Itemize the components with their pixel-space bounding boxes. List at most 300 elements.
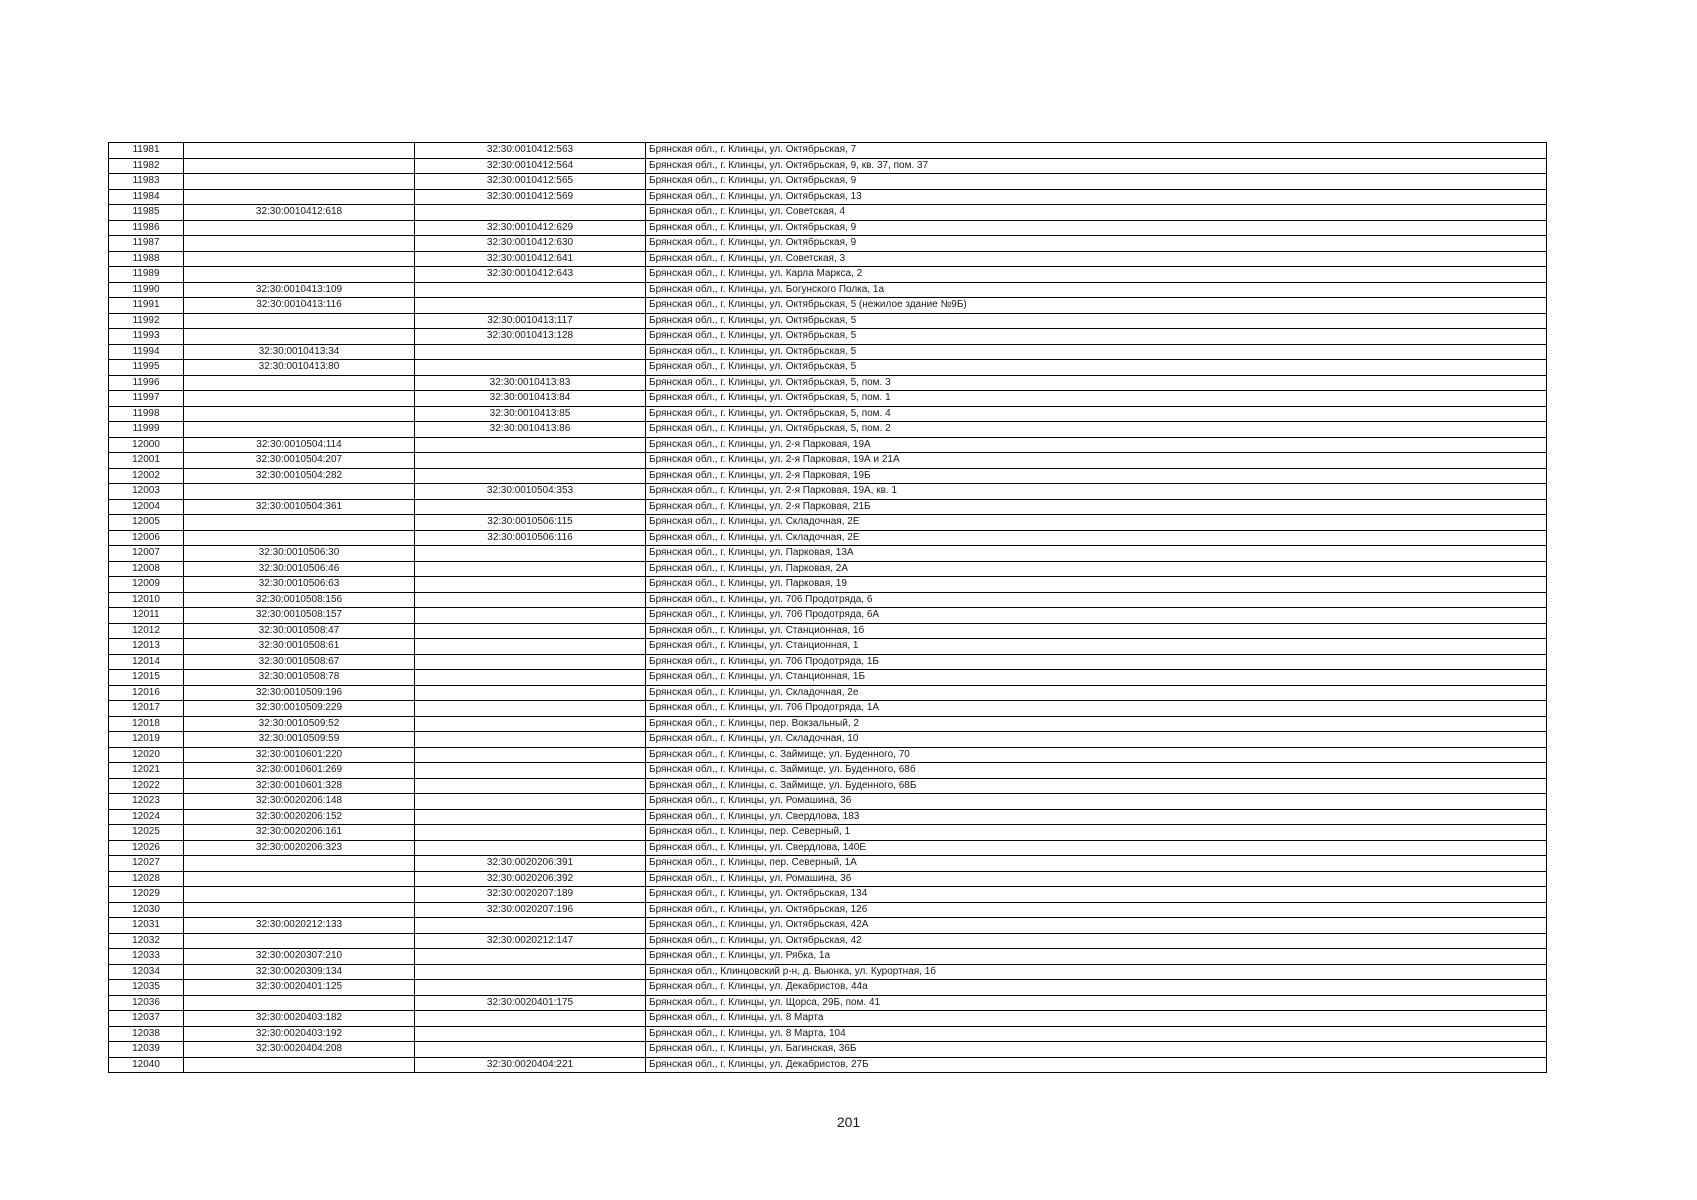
row-number-cell: 12019 [109, 732, 184, 748]
cadastral-number-a-cell: 32:30:0010601:328 [184, 778, 415, 794]
address-cell: Брянская обл., г. Клинцы, ул. Щорса, 29Б, пом. 41 [646, 995, 1547, 1011]
address-cell: Брянская обл., г. Клинцы, ул. Советская, 3 [646, 251, 1547, 267]
cadastral-number-a-cell: 32:30:0010413:34 [184, 344, 415, 360]
address-cell: Брянская обл., г. Клинцы, ул. 8 Марта [646, 1011, 1547, 1027]
cadastral-number-b-cell: 32:30:0010506:116 [415, 530, 646, 546]
address-cell: Брянская обл., г. Клинцы, ул. Октябрьская, 7 [646, 143, 1547, 159]
row-number-cell: 12012 [109, 623, 184, 639]
cadastral-number-b-cell [415, 670, 646, 686]
address-cell: Брянская обл., г. Клинцы, ул. Октябрьская, 5, пом. 4 [646, 406, 1547, 422]
cadastral-number-b-cell [415, 778, 646, 794]
table-row [109, 251, 1547, 267]
cadastral-number-a-cell: 32:30:0010504:114 [184, 437, 415, 453]
cadastral-number-b-cell: 32:30:0010412:630 [415, 236, 646, 252]
row-number-cell: 12030 [109, 902, 184, 918]
row-number-cell: 11998 [109, 406, 184, 422]
row-number-cell: 12006 [109, 530, 184, 546]
table-row [109, 763, 1547, 779]
cadastral-number-a-cell [184, 530, 415, 546]
table-row [109, 592, 1547, 608]
table-row [109, 747, 1547, 763]
cadastral-number-b-cell: 32:30:0020404:221 [415, 1057, 646, 1073]
cadastral-number-a-cell [184, 995, 415, 1011]
cadastral-number-a-cell: 32:30:0010509:196 [184, 685, 415, 701]
address-cell: Брянская обл., г. Клинцы, ул. Октябрьская, 42 [646, 933, 1547, 949]
row-number-cell: 11982 [109, 158, 184, 174]
cadastral-number-b-cell [415, 1011, 646, 1027]
address-cell: Брянская обл., г. Клинцы, ул. Октябрьская, 134 [646, 887, 1547, 903]
table-row [109, 980, 1547, 996]
row-number-cell: 11989 [109, 267, 184, 283]
cadastral-number-a-cell [184, 391, 415, 407]
cadastral-number-b-cell: 32:30:0010413:85 [415, 406, 646, 422]
address-cell: Брянская обл., г. Клинцы, ул. Парковая, 13А [646, 546, 1547, 562]
address-cell: Брянская обл., г. Клинцы, ул. Богунского Полка, 1а [646, 282, 1547, 298]
cadastral-number-b-cell [415, 623, 646, 639]
address-cell: Брянская обл., г. Клинцы, ул. Станционная, 1 [646, 639, 1547, 655]
address-cell: Брянская обл., г. Клинцы, ул. Станционная, 1б [646, 623, 1547, 639]
row-number-cell: 12036 [109, 995, 184, 1011]
address-cell: Брянская обл., г. Клинцы, ул. Октябрьская, 126 [646, 902, 1547, 918]
cadastral-number-b-cell [415, 964, 646, 980]
row-number-cell: 12039 [109, 1042, 184, 1058]
cadastral-number-b-cell [415, 344, 646, 360]
table-row [109, 546, 1547, 562]
table-row [109, 918, 1547, 934]
row-number-cell: 12017 [109, 701, 184, 717]
cadastral-number-b-cell [415, 205, 646, 221]
row-number-cell: 12021 [109, 763, 184, 779]
table-row [109, 856, 1547, 872]
cadastral-number-b-cell: 32:30:0010413:128 [415, 329, 646, 345]
cadastral-number-b-cell [415, 918, 646, 934]
cadastral-number-a-cell: 32:30:0010413:80 [184, 360, 415, 376]
address-cell: Брянская обл., г. Клинцы, ул. Свердлова, 140Е [646, 840, 1547, 856]
address-cell: Брянская обл., г. Клинцы, ул. Складочная, 2е [646, 685, 1547, 701]
cadastral-number-a-cell [184, 236, 415, 252]
address-cell: Брянская обл., г. Клинцы, ул. 2-я Парковая, 19А, кв. 1 [646, 484, 1547, 500]
cadastral-number-b-cell: 32:30:0010412:565 [415, 174, 646, 190]
cadastral-number-a-cell: 32:30:0010508:47 [184, 623, 415, 639]
address-cell: Брянская обл., г. Клинцы, ул. Октябрьская, 9 [646, 236, 1547, 252]
cadastral-number-a-cell [184, 267, 415, 283]
cadastral-number-a-cell [184, 143, 415, 159]
cadastral-number-b-cell: 32:30:0020207:189 [415, 887, 646, 903]
cadastral-number-a-cell [184, 375, 415, 391]
row-number-cell: 12010 [109, 592, 184, 608]
cadastral-number-b-cell [415, 794, 646, 810]
row-number-cell: 12026 [109, 840, 184, 856]
cadastral-number-b-cell [415, 701, 646, 717]
cadastral-number-b-cell [415, 577, 646, 593]
cadastral-number-b-cell [415, 980, 646, 996]
address-cell: Брянская обл., г. Клинцы, ул. Ромашина, 36 [646, 871, 1547, 887]
address-cell: Брянская обл., г. Клинцы, ул. 2-я Парковая, 19А и 21А [646, 453, 1547, 469]
address-cell: Брянская обл., г. Клинцы, ул. 706 Продотряда, 1Б [646, 654, 1547, 670]
row-number-cell: 11992 [109, 313, 184, 329]
table-row [109, 205, 1547, 221]
cadastral-number-a-cell [184, 856, 415, 872]
cadastral-number-b-cell: 32:30:0010413:84 [415, 391, 646, 407]
registry-table [108, 142, 1547, 1073]
row-number-cell: 12024 [109, 809, 184, 825]
row-number-cell: 12037 [109, 1011, 184, 1027]
table-row [109, 391, 1547, 407]
address-cell: Брянская обл., г. Клинцы, ул. Октябрьская, 5 (нежилое здание №9Б) [646, 298, 1547, 314]
table-row [109, 701, 1547, 717]
address-cell: Брянская обл., г. Клинцы, ул. Свердлова, 183 [646, 809, 1547, 825]
cadastral-number-b-cell: 32:30:0010506:115 [415, 515, 646, 531]
cadastral-number-a-cell [184, 871, 415, 887]
cadastral-number-a-cell: 32:30:0020307:210 [184, 949, 415, 965]
address-cell: Брянская обл., г. Клинцы, с. Займище, ул. Буденного, 68Б [646, 778, 1547, 794]
address-cell: Брянская обл., г. Клинцы, ул. 2-я Парковая, 21Б [646, 499, 1547, 515]
row-number-cell: 12033 [109, 949, 184, 965]
cadastral-number-a-cell: 32:30:0010508:67 [184, 654, 415, 670]
row-number-cell: 12011 [109, 608, 184, 624]
cadastral-number-b-cell [415, 732, 646, 748]
row-number-cell: 11999 [109, 422, 184, 438]
cadastral-number-b-cell [415, 949, 646, 965]
table-row [109, 468, 1547, 484]
cadastral-number-b-cell [415, 747, 646, 763]
table-row [109, 236, 1547, 252]
row-number-cell: 12034 [109, 964, 184, 980]
row-number-cell: 11988 [109, 251, 184, 267]
cadastral-number-b-cell: 32:30:0010412:569 [415, 189, 646, 205]
table-row [109, 639, 1547, 655]
cadastral-number-a-cell [184, 251, 415, 267]
address-cell: Брянская обл., г. Клинцы, ул. 2-я Парковая, 19А [646, 437, 1547, 453]
row-number-cell: 11986 [109, 220, 184, 236]
cadastral-number-a-cell: 32:30:0010413:109 [184, 282, 415, 298]
table-row [109, 220, 1547, 236]
table-row [109, 282, 1547, 298]
cadastral-number-a-cell: 32:30:0010506:63 [184, 577, 415, 593]
cadastral-number-b-cell [415, 546, 646, 562]
row-number-cell: 11995 [109, 360, 184, 376]
table-row [109, 887, 1547, 903]
table-row [109, 840, 1547, 856]
row-number-cell: 12029 [109, 887, 184, 903]
table-row [109, 654, 1547, 670]
address-cell: Брянская обл., г. Клинцы, ул. Станционная, 1Б [646, 670, 1547, 686]
cadastral-number-a-cell: 32:30:0020309:134 [184, 964, 415, 980]
table-row [109, 825, 1547, 841]
address-cell: Брянская обл., г. Клинцы, с. Займище, ул. Буденного, 70 [646, 747, 1547, 763]
address-cell: Брянская обл., г. Клинцы, ул. Октябрьская, 13 [646, 189, 1547, 205]
cadastral-number-b-cell [415, 1026, 646, 1042]
cadastral-number-a-cell [184, 174, 415, 190]
cadastral-number-b-cell [415, 499, 646, 515]
row-number-cell: 12007 [109, 546, 184, 562]
table-row [109, 577, 1547, 593]
cadastral-number-a-cell [184, 515, 415, 531]
row-number-cell: 12014 [109, 654, 184, 670]
row-number-cell: 11994 [109, 344, 184, 360]
cadastral-number-b-cell [415, 809, 646, 825]
row-number-cell: 12040 [109, 1057, 184, 1073]
cadastral-number-b-cell [415, 654, 646, 670]
table-row [109, 1026, 1547, 1042]
cadastral-number-a-cell: 32:30:0010508:157 [184, 608, 415, 624]
row-number-cell: 11991 [109, 298, 184, 314]
address-cell: Брянская обл., г. Клинцы, ул. 8 Марта, 104 [646, 1026, 1547, 1042]
cadastral-number-b-cell: 32:30:0010412:629 [415, 220, 646, 236]
row-number-cell: 12020 [109, 747, 184, 763]
address-cell: Брянская обл., г. Клинцы, пер. Северный, 1 [646, 825, 1547, 841]
row-number-cell: 12027 [109, 856, 184, 872]
address-cell: Брянская обл., г. Клинцы, ул. Багинская, 36Б [646, 1042, 1547, 1058]
cadastral-number-a-cell: 32:30:0010509:229 [184, 701, 415, 717]
row-number-cell: 11984 [109, 189, 184, 205]
table-row [109, 623, 1547, 639]
table-row [109, 143, 1547, 159]
cadastral-number-b-cell [415, 716, 646, 732]
cadastral-number-a-cell [184, 220, 415, 236]
address-cell: Брянская обл., г. Клинцы, ул. Октябрьская, 5 [646, 344, 1547, 360]
address-cell: Брянская обл., г. Клинцы, ул. Складочная, 10 [646, 732, 1547, 748]
cadastral-number-a-cell: 32:30:0010413:116 [184, 298, 415, 314]
table-row [109, 298, 1547, 314]
row-number-cell: 11983 [109, 174, 184, 190]
table-row [109, 794, 1547, 810]
table-row [109, 499, 1547, 515]
cadastral-number-b-cell: 32:30:0010412:643 [415, 267, 646, 283]
cadastral-number-a-cell [184, 158, 415, 174]
row-number-cell: 11993 [109, 329, 184, 345]
cadastral-number-a-cell: 32:30:0020403:182 [184, 1011, 415, 1027]
cadastral-number-a-cell: 32:30:0020212:133 [184, 918, 415, 934]
page-number: 201 [836, 1114, 861, 1130]
address-cell: Брянская обл., г. Клинцы, ул. Декабристов, 27Б [646, 1057, 1547, 1073]
cadastral-number-a-cell [184, 933, 415, 949]
cadastral-number-b-cell [415, 608, 646, 624]
row-number-cell: 12003 [109, 484, 184, 500]
cadastral-number-b-cell [415, 298, 646, 314]
table-row [109, 964, 1547, 980]
cadastral-number-a-cell: 32:30:0020403:192 [184, 1026, 415, 1042]
row-number-cell: 11985 [109, 205, 184, 221]
table-row [109, 174, 1547, 190]
cadastral-number-a-cell [184, 406, 415, 422]
row-number-cell: 11981 [109, 143, 184, 159]
table-row [109, 902, 1547, 918]
cadastral-number-a-cell [184, 887, 415, 903]
address-cell: Брянская обл., г. Клинцы, ул. Октябрьская, 5 [646, 313, 1547, 329]
cadastral-number-b-cell [415, 437, 646, 453]
table-row [109, 267, 1547, 283]
table-row [109, 561, 1547, 577]
cadastral-number-a-cell: 32:30:0020404:208 [184, 1042, 415, 1058]
table-row [109, 437, 1547, 453]
table-row [109, 360, 1547, 376]
row-number-cell: 12013 [109, 639, 184, 655]
cadastral-number-b-cell [415, 763, 646, 779]
cadastral-number-a-cell [184, 313, 415, 329]
cadastral-number-a-cell [184, 484, 415, 500]
cadastral-number-b-cell [415, 468, 646, 484]
cadastral-number-a-cell: 32:30:0020206:152 [184, 809, 415, 825]
cadastral-number-b-cell [415, 282, 646, 298]
cadastral-number-b-cell: 32:30:0010412:563 [415, 143, 646, 159]
cadastral-number-b-cell [415, 1042, 646, 1058]
cadastral-number-b-cell: 32:30:0010413:117 [415, 313, 646, 329]
table-row [109, 158, 1547, 174]
table-row [109, 530, 1547, 546]
row-number-cell: 11996 [109, 375, 184, 391]
address-cell: Брянская обл., г. Клинцы, ул. Октябрьская, 5 [646, 360, 1547, 376]
table-row [109, 1057, 1547, 1073]
address-cell: Брянская обл., г. Клинцы, ул. 706 Продотряда, 6А [646, 608, 1547, 624]
cadastral-number-a-cell: 32:30:0010508:61 [184, 639, 415, 655]
cadastral-number-b-cell [415, 685, 646, 701]
address-cell: Брянская обл., г. Клинцы, ул. Складочная, 2Е [646, 515, 1547, 531]
cadastral-number-a-cell: 32:30:0010601:220 [184, 747, 415, 763]
cadastral-number-b-cell: 32:30:0010504:353 [415, 484, 646, 500]
address-cell: Брянская обл., г. Клинцы, ул. Октябрьская, 42А [646, 918, 1547, 934]
table-row [109, 1011, 1547, 1027]
table-row [109, 344, 1547, 360]
row-number-cell: 12018 [109, 716, 184, 732]
table-row [109, 515, 1547, 531]
cadastral-number-a-cell: 32:30:0010509:52 [184, 716, 415, 732]
table-row [109, 329, 1547, 345]
address-cell: Брянская обл., г. Клинцы, ул. Октябрьская, 9 [646, 220, 1547, 236]
table-row [109, 1042, 1547, 1058]
address-cell: Брянская обл., г. Клинцы, ул. Рябка, 1а [646, 949, 1547, 965]
cadastral-number-b-cell: 32:30:0010412:564 [415, 158, 646, 174]
row-number-cell: 12008 [109, 561, 184, 577]
address-cell: Брянская обл., г. Клинцы, ул. Октябрьская, 5, пом. 3 [646, 375, 1547, 391]
table-row [109, 313, 1547, 329]
cadastral-number-a-cell: 32:30:0020206:323 [184, 840, 415, 856]
registry-table-body [109, 143, 1547, 1073]
table-row [109, 949, 1547, 965]
cadastral-number-a-cell: 32:30:0010601:269 [184, 763, 415, 779]
row-number-cell: 12023 [109, 794, 184, 810]
row-number-cell: 12038 [109, 1026, 184, 1042]
table-row [109, 422, 1547, 438]
row-number-cell: 12016 [109, 685, 184, 701]
row-number-cell: 12009 [109, 577, 184, 593]
address-cell: Брянская обл., г. Клинцы, ул. Декабристов, 44а [646, 980, 1547, 996]
cadastral-number-a-cell: 32:30:0010504:207 [184, 453, 415, 469]
row-number-cell: 12002 [109, 468, 184, 484]
cadastral-number-a-cell [184, 422, 415, 438]
table-row [109, 933, 1547, 949]
table-row [109, 716, 1547, 732]
table-row [109, 453, 1547, 469]
address-cell: Брянская обл., г. Клинцы, ул. Октябрьская, 5, пом. 2 [646, 422, 1547, 438]
cadastral-number-b-cell [415, 453, 646, 469]
cadastral-number-a-cell: 32:30:0010504:361 [184, 499, 415, 515]
row-number-cell: 12005 [109, 515, 184, 531]
cadastral-number-a-cell [184, 1057, 415, 1073]
row-number-cell: 12028 [109, 871, 184, 887]
cadastral-number-a-cell: 32:30:0010412:618 [184, 205, 415, 221]
row-number-cell: 12015 [109, 670, 184, 686]
address-cell: Брянская обл., г. Клинцы, ул. Карла Маркса, 2 [646, 267, 1547, 283]
cadastral-number-b-cell: 32:30:0010413:86 [415, 422, 646, 438]
address-cell: Брянская обл., г. Клинцы, ул. Советская, 4 [646, 205, 1547, 221]
cadastral-number-b-cell [415, 840, 646, 856]
cadastral-number-a-cell: 32:30:0010508:78 [184, 670, 415, 686]
row-number-cell: 12032 [109, 933, 184, 949]
table-row [109, 685, 1547, 701]
row-number-cell: 11987 [109, 236, 184, 252]
cadastral-number-b-cell: 32:30:0020401:175 [415, 995, 646, 1011]
cadastral-number-b-cell [415, 825, 646, 841]
address-cell: Брянская обл., г. Клинцы, ул. Складочная, 2Е [646, 530, 1547, 546]
row-number-cell: 12031 [109, 918, 184, 934]
address-cell: Брянская обл., г. Клинцы, ул. Ромашина, 36 [646, 794, 1547, 810]
row-number-cell: 12000 [109, 437, 184, 453]
table-row [109, 670, 1547, 686]
cadastral-number-b-cell: 32:30:0010413:83 [415, 375, 646, 391]
table-row [109, 484, 1547, 500]
address-cell: Брянская обл., г. Клинцы, ул. Октябрьская, 5 [646, 329, 1547, 345]
table-row [109, 608, 1547, 624]
row-number-cell: 11997 [109, 391, 184, 407]
cadastral-number-a-cell: 32:30:0010509:59 [184, 732, 415, 748]
cadastral-number-b-cell: 32:30:0020207:196 [415, 902, 646, 918]
table-row [109, 189, 1547, 205]
cadastral-number-a-cell: 32:30:0020206:148 [184, 794, 415, 810]
cadastral-number-a-cell [184, 329, 415, 345]
address-cell: Брянская обл., г. Клинцы, ул. Парковая, 19 [646, 577, 1547, 593]
row-number-cell: 11990 [109, 282, 184, 298]
address-cell: Брянская обл., г. Клинцы, ул. Октябрьская, 5, пом. 1 [646, 391, 1547, 407]
address-cell: Брянская обл., Клинцовский р-н, д. Вьюнка, ул. Курортная, 1б [646, 964, 1547, 980]
cadastral-number-a-cell: 32:30:0010504:282 [184, 468, 415, 484]
address-cell: Брянская обл., г. Клинцы, ул. 2-я Парковая, 19Б [646, 468, 1547, 484]
address-cell: Брянская обл., г. Клинцы, ул. 706 Продотряда, 6 [646, 592, 1547, 608]
table-row [109, 778, 1547, 794]
address-cell: Брянская обл., г. Клинцы, с. Займище, ул. Буденного, 68б [646, 763, 1547, 779]
cadastral-number-a-cell: 32:30:0010506:30 [184, 546, 415, 562]
cadastral-number-a-cell: 32:30:0010508:156 [184, 592, 415, 608]
cadastral-number-b-cell: 32:30:0020212:147 [415, 933, 646, 949]
row-number-cell: 12001 [109, 453, 184, 469]
address-cell: Брянская обл., г. Клинцы, пер. Вокзальный, 2 [646, 716, 1547, 732]
cadastral-number-a-cell [184, 902, 415, 918]
table-row [109, 995, 1547, 1011]
table-row [109, 809, 1547, 825]
address-cell: Брянская обл., г. Клинцы, ул. Октябрьская, 9, кв. 37, пом. 37 [646, 158, 1547, 174]
row-number-cell: 12025 [109, 825, 184, 841]
address-cell: Брянская обл., г. Клинцы, пер. Северный, 1А [646, 856, 1547, 872]
address-cell: Брянская обл., г. Клинцы, ул. Парковая, 2А [646, 561, 1547, 577]
table-row [109, 871, 1547, 887]
cadastral-number-b-cell [415, 360, 646, 376]
table-row [109, 375, 1547, 391]
cadastral-number-a-cell: 32:30:0010506:46 [184, 561, 415, 577]
address-cell: Брянская обл., г. Клинцы, ул. 706 Продотряда, 1А [646, 701, 1547, 717]
cadastral-number-b-cell: 32:30:0020206:392 [415, 871, 646, 887]
cadastral-number-a-cell [184, 189, 415, 205]
cadastral-number-b-cell: 32:30:0020206:391 [415, 856, 646, 872]
table-row [109, 732, 1547, 748]
cadastral-number-a-cell: 32:30:0020206:161 [184, 825, 415, 841]
cadastral-number-b-cell [415, 639, 646, 655]
row-number-cell: 12022 [109, 778, 184, 794]
row-number-cell: 12035 [109, 980, 184, 996]
table-row [109, 406, 1547, 422]
cadastral-number-b-cell: 32:30:0010412:641 [415, 251, 646, 267]
cadastral-number-b-cell [415, 561, 646, 577]
cadastral-number-a-cell: 32:30:0020401:125 [184, 980, 415, 996]
